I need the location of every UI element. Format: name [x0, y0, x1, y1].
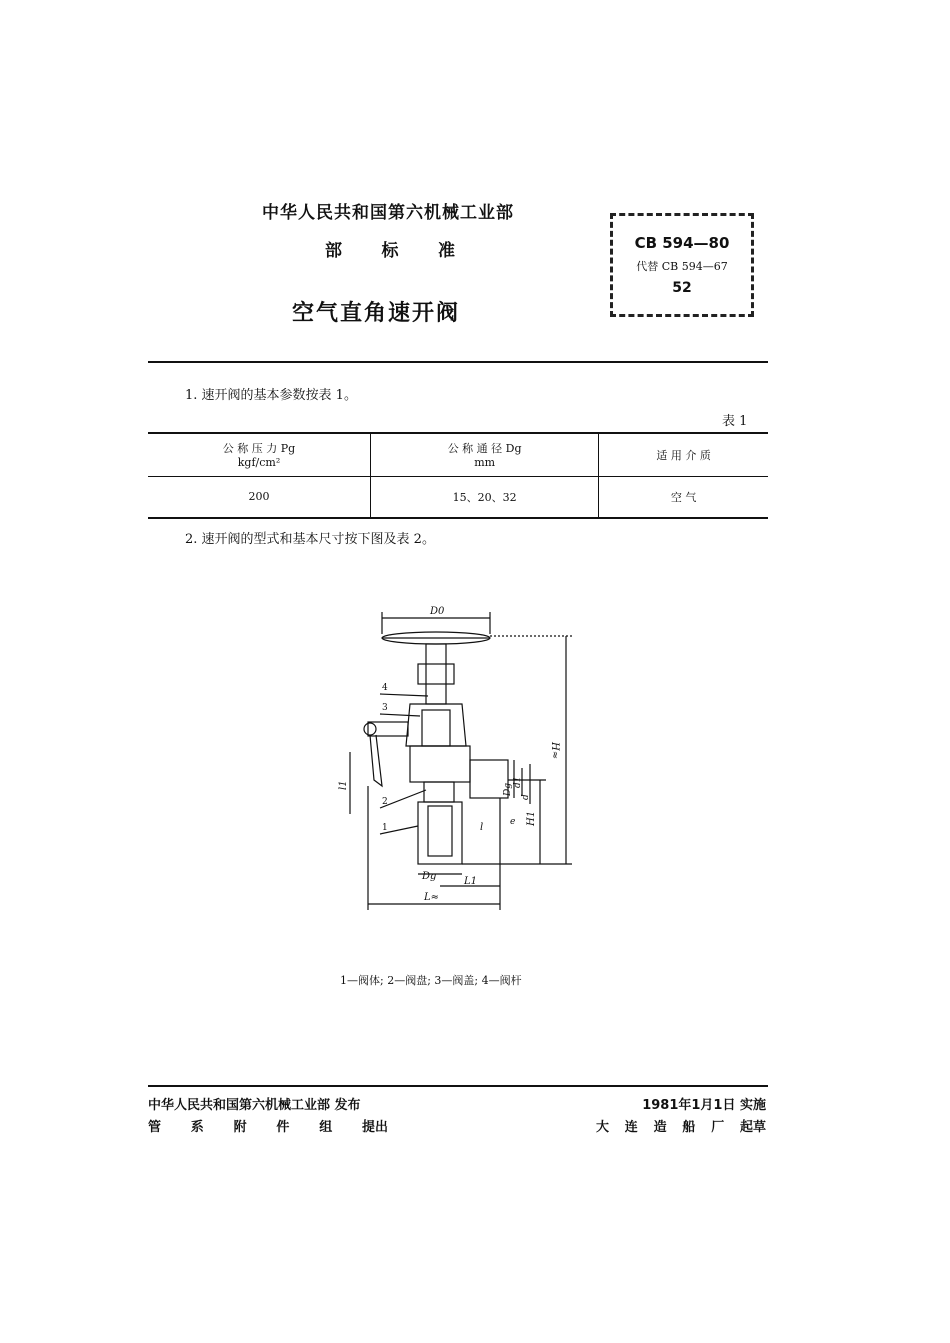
lever-handle	[370, 735, 382, 786]
header-diameter: 公 称 通 径 Dg mm	[371, 433, 599, 476]
valve-stem	[426, 644, 446, 704]
valve-body	[410, 746, 470, 782]
standard-code-box	[610, 213, 754, 317]
document-title: 空气直角速开阀	[292, 301, 461, 326]
proposer-line: 管 系 附 件 组 提出	[148, 1120, 388, 1135]
table-1-label: 表 1	[722, 414, 748, 429]
label-d1: d1	[513, 776, 523, 788]
part-1-label: 1	[382, 823, 388, 833]
figure-caption: 1—阀体; 2—阀盘; 3—阀盖; 4—阀杆	[340, 974, 522, 987]
cell-diameter: 15、20、32	[371, 476, 599, 518]
ministry-title: 中华人民共和国第六机械工业部	[262, 203, 514, 223]
label-dg-side: Dg	[503, 783, 513, 796]
label-l1-bottom: L1	[464, 876, 478, 887]
label-d: d	[521, 794, 531, 800]
section-1-text: 1. 速开阀的基本参数按表 1。	[185, 388, 357, 403]
drafter-line: 大 连 造 船 厂 起草	[596, 1120, 766, 1135]
cell-medium: 空 气	[599, 476, 768, 518]
header-medium: 适 用 介 质	[599, 433, 768, 476]
cell-pressure: 200	[248, 490, 270, 504]
label-dg-bottom: Dg	[422, 871, 437, 882]
lever-pivot	[364, 723, 376, 735]
standard-char-3: 准	[438, 241, 455, 261]
bottom-inlet	[418, 802, 462, 864]
label-h: H≈	[549, 742, 560, 760]
parameters-table	[148, 432, 768, 519]
table-header-row	[148, 433, 768, 476]
label-l1-side: l1	[338, 780, 349, 790]
effective-date-line: 1981年1月1日 实施	[642, 1098, 766, 1113]
standard-label	[325, 236, 455, 261]
table-row	[148, 476, 768, 518]
valve-disc	[424, 782, 454, 802]
section-2-text: 2. 速开阀的型式和基本尺寸按下图及表 2。	[185, 532, 435, 547]
part-3-leader	[380, 714, 420, 716]
footer-divider	[148, 1085, 768, 1087]
header-divider	[148, 361, 768, 363]
valve-drawing	[340, 600, 600, 920]
part-4-leader	[380, 694, 428, 696]
label-l-small: l	[480, 822, 484, 833]
header-pressure: 公 称 压 力 Pg kgf/cm²	[222, 442, 296, 470]
bonnet-interior	[422, 710, 450, 746]
label-h1: H1	[526, 810, 537, 826]
standard-char-2: 标	[381, 241, 399, 261]
standard-char-1: 部	[325, 241, 342, 261]
issuer-line: 中华人民共和国第六机械工业部 发布	[148, 1098, 361, 1113]
inlet-bore	[428, 806, 452, 856]
label-d0: D0	[430, 606, 445, 617]
label-e: e	[510, 817, 516, 827]
part-4-label: 4	[382, 683, 388, 693]
part-3-label: 3	[382, 703, 388, 713]
standard-number: 52	[672, 280, 692, 296]
stem-nut	[418, 664, 454, 684]
standard-code: CB 594—80	[634, 234, 730, 252]
replaces-code: 代替 CB 594—67	[636, 260, 728, 273]
part-2-label: 2	[382, 797, 388, 807]
label-l-total: L≈	[424, 892, 440, 903]
